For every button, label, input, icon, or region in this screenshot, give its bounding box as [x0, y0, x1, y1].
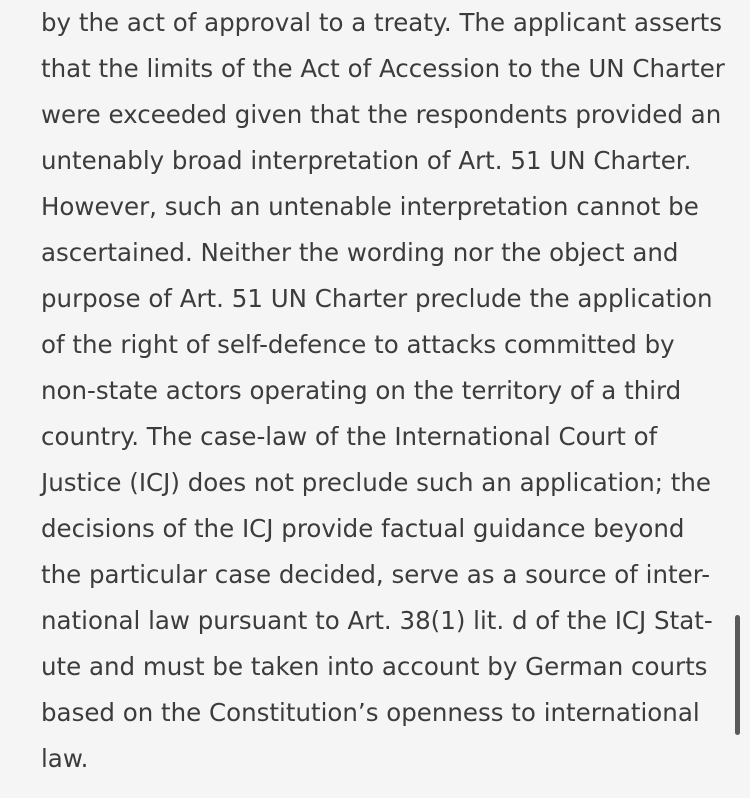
paragraph-line: that the limits of the Act of Accession to the UN Charter — [41, 54, 725, 83]
paragraph-line: national law pursuant to Art. 38(1) lit. d of the ICJ Stat- — [41, 606, 713, 635]
paragraph-line: decisions of the ICJ provide factual guidance beyond — [41, 514, 685, 543]
paragraph-line: by the act of approval to a treaty. The applicant asserts — [41, 8, 723, 37]
paragraph-line: the particular case decided, serve as a source of inter- — [41, 560, 711, 589]
paragraph-line: law. — [41, 744, 89, 773]
paragraph-line: untenably broad interpretation of Art. 51 UN Charter. — [41, 146, 692, 175]
paragraph-line: were exceeded given that the respondents provided an — [41, 100, 722, 129]
paragraph-line: of the right of self-defence to attacks committed by — [41, 330, 675, 359]
paragraph-line: non-state actors operating on the territory of a third — [41, 376, 682, 405]
paragraph-line: Justice (ICJ) does not preclude such an application; the — [41, 468, 711, 497]
paragraph-line: ute and must be taken into account by German courts — [41, 652, 708, 681]
paragraph-line: based on the Constitution’s openness to international — [41, 698, 700, 727]
vertical-scrollbar-thumb[interactable] — [735, 615, 740, 735]
paragraph-line: purpose of Art. 51 UN Charter preclude the application — [41, 284, 713, 313]
paragraph-line: country. The case-law of the International Court of — [41, 422, 658, 451]
paragraph-line: However, such an untenable interpretation cannot be — [41, 192, 699, 221]
paragraph-line: ascertained. Neither the wording nor the object and — [41, 238, 679, 267]
